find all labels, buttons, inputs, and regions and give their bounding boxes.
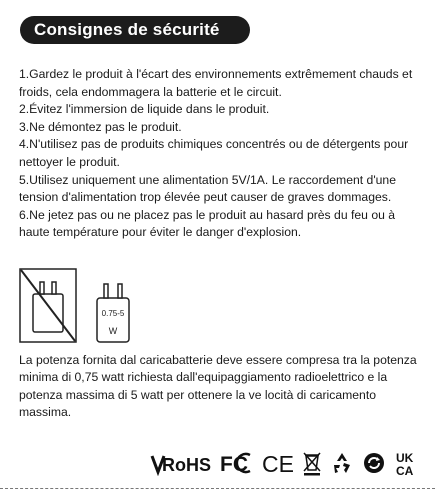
fcc-logo bbox=[220, 450, 254, 476]
instruction-3: 3.Ne démontez pas le produit. bbox=[19, 119, 182, 134]
ce-text: CE bbox=[262, 451, 294, 476]
instruction-4: 4.N'utilisez pas de produits chimiques concentrés ou de détergents pour nettoyer le produit. bbox=[19, 137, 409, 169]
charger-icons bbox=[19, 268, 144, 348]
rohs-text: RoHS bbox=[162, 455, 211, 475]
recycle-icon bbox=[330, 451, 354, 475]
wattage-unit-text: W bbox=[108, 326, 118, 336]
cut-line-divider bbox=[0, 488, 435, 490]
ukca-top-text: UK bbox=[396, 451, 414, 465]
ce-logo bbox=[262, 450, 294, 476]
rohs-logo bbox=[150, 450, 212, 476]
instruction-2: 2.Évitez l'immersion de liquide dans le produit. bbox=[19, 102, 270, 117]
no-charger-included-icon bbox=[19, 268, 77, 343]
weee-bin-icon bbox=[302, 450, 322, 476]
page-title bbox=[20, 16, 250, 44]
ukca-logo bbox=[394, 450, 420, 476]
instruction-5: 5.Utilisez uniquement une alimentation 5V/1A. Le raccordement d'une tension d'alimentation trop élevée peut causer de graves dommages. bbox=[19, 172, 396, 205]
page-title-text: Consignes de sécurité bbox=[34, 20, 220, 39]
wattage-range-text: 0.75-5 bbox=[101, 309, 125, 318]
fcc-text: FC bbox=[220, 453, 248, 476]
french-instructions bbox=[19, 66, 424, 242]
ukca-bottom-text: CA bbox=[396, 464, 414, 476]
instruction-6: 6.Ne jetez pas ou ne placez pas le produit au hasard près du feu ou à haute température pour éviter le danger d'explosion. bbox=[19, 207, 396, 240]
italian-power-notice: La potenza fornita dal caricabatterie deve essere compresa tra la potenza minima di 0,75 watt richiesta dall'equipaggiamento radioelettrico e la potenza massima di 5 watt per ottenere la ve locità di caricamento massima. bbox=[19, 353, 417, 420]
charger-wattage-icon bbox=[89, 276, 137, 344]
instruction-1: 1.Gardez le produit à l'écart des environnements extrêmement chauds et froids, cela endommagera la batterie et le circuit. bbox=[19, 67, 413, 99]
certification-logos bbox=[150, 448, 420, 478]
recycling-loop-icon bbox=[362, 451, 386, 475]
